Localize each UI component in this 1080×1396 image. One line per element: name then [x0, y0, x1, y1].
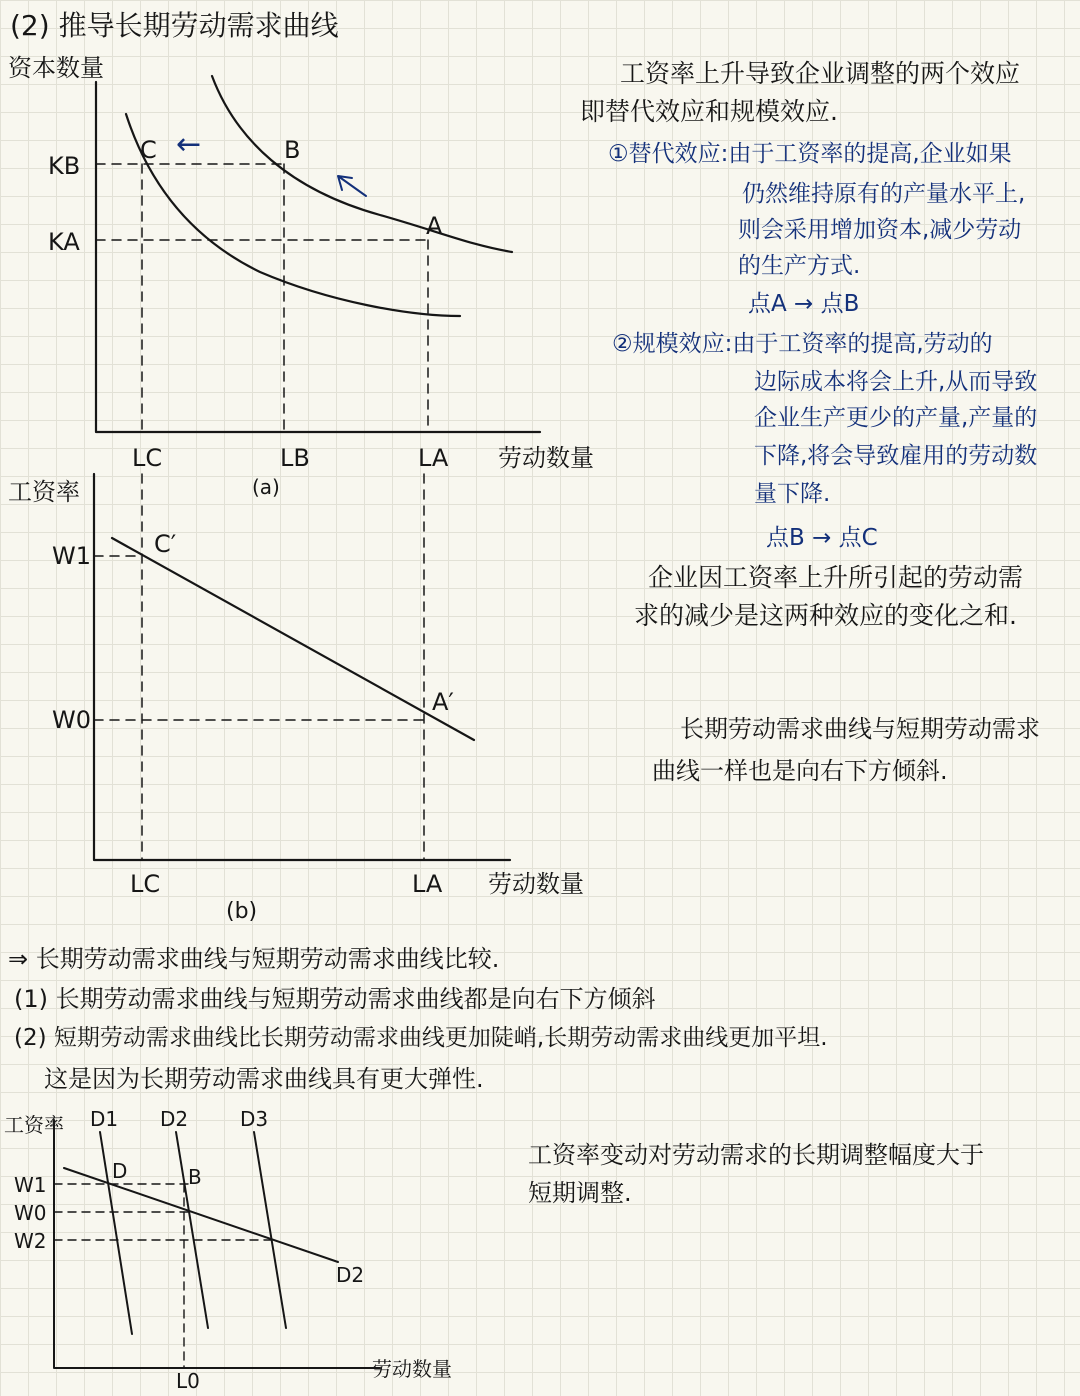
effects-intro-line-1: 工资率上升导致企业调整的两个效应	[620, 59, 1021, 88]
fig-b-tick-la: LA	[412, 870, 443, 898]
fig-c-y-label: 工资率	[4, 1113, 64, 1137]
adjustment-note-line-2: 短期调整.	[528, 1179, 632, 1207]
figure-a	[96, 76, 540, 432]
fig-c-tick-w1: W1	[14, 1173, 47, 1197]
fig-a-point-c: C	[140, 136, 157, 164]
comparison-point-1: (1) 长期劳动需求曲线与短期劳动需求曲线都是向右下方倾斜	[14, 985, 656, 1013]
fig-c-curve-d3: D3	[240, 1107, 269, 1131]
fig-a-tick-lc: LC	[132, 444, 163, 472]
fig-c-tick-l0: L0	[176, 1369, 200, 1393]
fig-b-tick-w1: W1	[52, 542, 91, 570]
adjustment-note-line-1: 工资率变动对劳动需求的长期调整幅度大于	[528, 1141, 984, 1169]
fig-c-x-label: 劳动数量	[372, 1357, 452, 1381]
figure-c	[54, 1120, 380, 1368]
fig-a-tick-la: LA	[418, 444, 449, 472]
effects-intro-line-2: 即替代效应和规模效应.	[580, 97, 838, 126]
fig-a-y-label: 资本数量	[8, 54, 104, 82]
scale-line-4: 下降,将会导致雇用的劳动数	[754, 443, 1038, 469]
scale-line-1: ②规模效应:由于工资率的提高,劳动的	[612, 331, 993, 357]
fig-a-axes	[96, 82, 540, 432]
fig-a-point-a: A	[426, 212, 443, 240]
fig-c-axes	[54, 1120, 380, 1368]
fig-a-tick-kb: KB	[48, 152, 81, 180]
summary-line-2: 求的减少是这两种效应的变化之和.	[634, 601, 1017, 630]
summary-line-1: 企业因工资率上升所引起的劳动需	[648, 563, 1024, 592]
labor-demand-line	[112, 538, 474, 740]
fig-a-x-label: 劳动数量	[498, 444, 594, 472]
fig-c-curve-long-run: D2	[336, 1263, 365, 1287]
slope-note-line-1: 长期劳动需求曲线与短期劳动需求	[680, 715, 1040, 743]
fig-b-caption: (b)	[226, 899, 258, 924]
fig-c-curve-d2: D2	[160, 1107, 189, 1131]
fig-a-arrow-head	[338, 176, 366, 196]
fig-c-tick-w2: W2	[14, 1229, 47, 1253]
fig-a-caption: (a)	[252, 475, 280, 499]
fig-a-tick-ka: KA	[48, 228, 80, 256]
fig-c-tick-w0: W0	[14, 1201, 47, 1225]
fig-c-point-b: B	[188, 1165, 202, 1189]
short-run-demand-3	[254, 1132, 286, 1328]
scale-line-2: 边际成本将会上升,从而导致	[754, 369, 1038, 395]
scale-line-3: 企业生产更少的产量,产量的	[754, 405, 1038, 431]
fig-b-point-a-prime: A′	[432, 688, 454, 716]
scale-move: 点B → 点C	[766, 525, 878, 551]
fig-a-tick-lb: LB	[280, 444, 310, 472]
fig-b-tick-lc: LC	[130, 870, 161, 898]
scale-line-5: 量下降.	[754, 481, 831, 507]
fig-b-tick-w0: W0	[52, 706, 91, 734]
fig-b-point-c-prime: C′	[154, 530, 177, 558]
substitution-line-4: 的生产方式.	[738, 253, 861, 279]
substitution-line-1: ①替代效应:由于工资率的提高,企业如果	[608, 141, 1012, 167]
comparison-point-2: (2) 短期劳动需求曲线比长期劳动需求曲线更加陡峭,长期劳动需求曲线更加平坦.	[14, 1025, 828, 1051]
fig-b-y-label: 工资率	[8, 478, 80, 506]
comparison-reason: 这是因为长期劳动需求曲线具有更大弹性.	[44, 1065, 484, 1093]
short-run-demand-2	[176, 1132, 208, 1328]
substitution-move: 点A → 点B	[748, 291, 860, 317]
slope-note-line-2: 曲线一样也是向右下方倾斜.	[652, 757, 948, 785]
substitution-line-3: 则会采用增加资本,减少劳动	[738, 217, 1022, 243]
fig-c-point-d: D	[112, 1159, 128, 1183]
page-heading: (2) 推导长期劳动需求曲线	[10, 9, 339, 42]
fig-c-curve-d1: D1	[90, 1107, 119, 1131]
fig-b-x-label: 劳动数量	[488, 870, 584, 898]
comparison-title: ⇒ 长期劳动需求曲线与短期劳动需求曲线比较.	[8, 945, 500, 973]
fig-a-point-b: B	[284, 136, 301, 164]
substitution-line-2: 仍然维持原有的产量水平上,	[742, 181, 1026, 207]
fig-a-arrow-left: ←	[176, 127, 202, 162]
